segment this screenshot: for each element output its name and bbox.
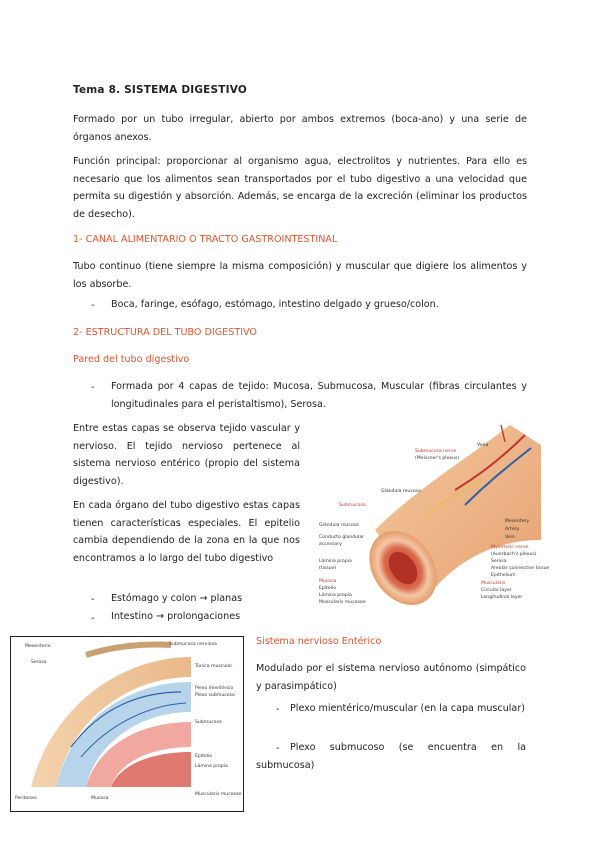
page-title: Tema 8. SISTEMA DIGESTIVO xyxy=(73,84,248,96)
label-muscularis: Muscularis xyxy=(481,581,506,586)
list-item-intestine: Intestino → prolongaciones xyxy=(111,611,241,622)
digestive-tube-figure xyxy=(305,420,550,616)
intro-paragraph: Formado por un tubo irregular, abierto por ambos extremos (boca-ano) y una serie de órganos anexos. xyxy=(73,114,527,143)
label-serosa: Serosa xyxy=(491,559,507,564)
label-epitelio: Epitelio xyxy=(195,754,213,759)
bullet-marker: - xyxy=(91,613,95,624)
label-lamina-sub: (tissue) xyxy=(319,566,337,571)
label-epitelio: Epitelio xyxy=(319,586,337,591)
label-submucosa-nerviosa: Submucosa nerviosa xyxy=(169,642,217,647)
section1-heading: 1- CANAL ALIMENTARIO O TRACTO GASTROINTESTINAL xyxy=(73,234,338,245)
label-peritoneo: Peritoneo xyxy=(15,796,37,801)
label-artery: Artery xyxy=(505,527,520,532)
label-mucosa: Mucosa xyxy=(319,579,337,584)
label-longitudinal: Longitudinal layer xyxy=(481,595,523,600)
label-plexo: Plexo mientérico xyxy=(195,686,234,691)
section2-subheading: Pared del tubo digestivo xyxy=(73,354,190,365)
section2-heading: 2- ESTRUCTURA DEL TUBO DIGESTIVO xyxy=(73,327,257,338)
label-myenteric: Myenteric nerve xyxy=(491,545,529,550)
label-glandula-mucosa: Glándula mucosa xyxy=(319,523,359,528)
enteric-heading: Sistema nervioso Entérico xyxy=(256,636,382,647)
label-lamina: Lámina propia xyxy=(319,559,352,564)
digestive-tube-illustration xyxy=(305,420,550,616)
label-myenteric-sub: (Auerbach's plexus) xyxy=(491,552,537,557)
enteric-text: Modulado por el sistema nervioso autónomo (simpático y parasimpático) xyxy=(256,663,526,692)
label-muscularis: Muscularis mucosae xyxy=(195,792,242,797)
label-vena: Vena xyxy=(477,443,489,448)
label-mesentery: Mesentery xyxy=(505,519,530,524)
label-submucosa: Submucosa xyxy=(339,503,366,508)
label-mucosa: Mucosa xyxy=(91,796,109,801)
label-vein: Vein xyxy=(505,535,515,540)
enteric-bullet-submucoso: Plexo submucoso (se encuentra en la submucosa) xyxy=(256,742,526,771)
label-serosa: Serosa xyxy=(31,660,47,665)
label-conducto: Conducto glandular xyxy=(319,535,365,540)
wall-layers-figure xyxy=(10,636,244,812)
section1-text: Tubo continuo (tiene siempre la misma composición) y muscular que digiere los alimentos y los absorbe. xyxy=(73,261,527,290)
section2-para1: Entre estas capas se observa tejido vascular y nervioso. El tejido nervioso pertenece al sistema nervioso entérico (propio del sistema digestivo). xyxy=(73,423,300,487)
section2-bullet: Formada por 4 capas de tejido: Mucosa, Submucosa, Muscular (fibras circulantes y longitudinales para el peristaltismo), Serosa. xyxy=(111,381,527,410)
label-lamina-propia: Lámina propia xyxy=(319,593,352,598)
wall-layers-illustration xyxy=(11,637,242,810)
label-conducto-sub: accessory xyxy=(319,542,342,547)
bullet-marker: - xyxy=(91,382,95,393)
label-areolar: Areolar connective tissue xyxy=(491,566,550,571)
label-mesenterio: Mesenterio xyxy=(25,644,51,649)
label-submucosa: Submucosa xyxy=(195,720,222,725)
function-paragraph: Función principal: proporcionar al organismo agua, electrolitos y nutrientes. Para ello es necesario que los alimentos sean transportados por el tubo digestivo a una velocidad que permita su digestión y absorción. Además, se encarga de la excreción (eliminar los productos de desecho). xyxy=(73,156,527,220)
label-lamina: Lámina propia xyxy=(195,764,228,769)
label-epithelium: Epithelium xyxy=(491,573,516,578)
section1-bullet: Boca, faringe, esófago, estómago, intestino delgado y grueso/colon. xyxy=(111,299,439,310)
label-tunica: Túnica muscular xyxy=(195,664,233,669)
bullet-marker: - xyxy=(91,300,95,311)
enteric-bullet-myenteric: Plexo mientérico/muscular (en la capa muscular) xyxy=(290,703,525,714)
bullet-marker: - xyxy=(91,594,95,605)
section2-para2: En cada órgano del tubo digestivo estas capas tienen características especiales. El epitelio cambia dependiendo de la zona en la que nos encontramos a lo largo del tubo digestivo xyxy=(73,500,300,564)
list-item-stomach: Estómago y colon → planas xyxy=(111,593,243,604)
label-muscularis-mucosae: Muscularis mucosae xyxy=(319,600,366,605)
label-submucosa-nerve: Submucosa nerve xyxy=(415,449,457,454)
label-submucosa-nerve-sub: (Meissner's plexus) xyxy=(415,456,460,461)
bullet-marker: - xyxy=(276,743,280,754)
label-circular: Circular layer xyxy=(481,588,512,593)
label-glandula: Glándula mucosa xyxy=(381,489,421,494)
bullet-marker: - xyxy=(276,704,280,715)
label-plexo-sub: Plexo submucoso xyxy=(195,693,235,698)
